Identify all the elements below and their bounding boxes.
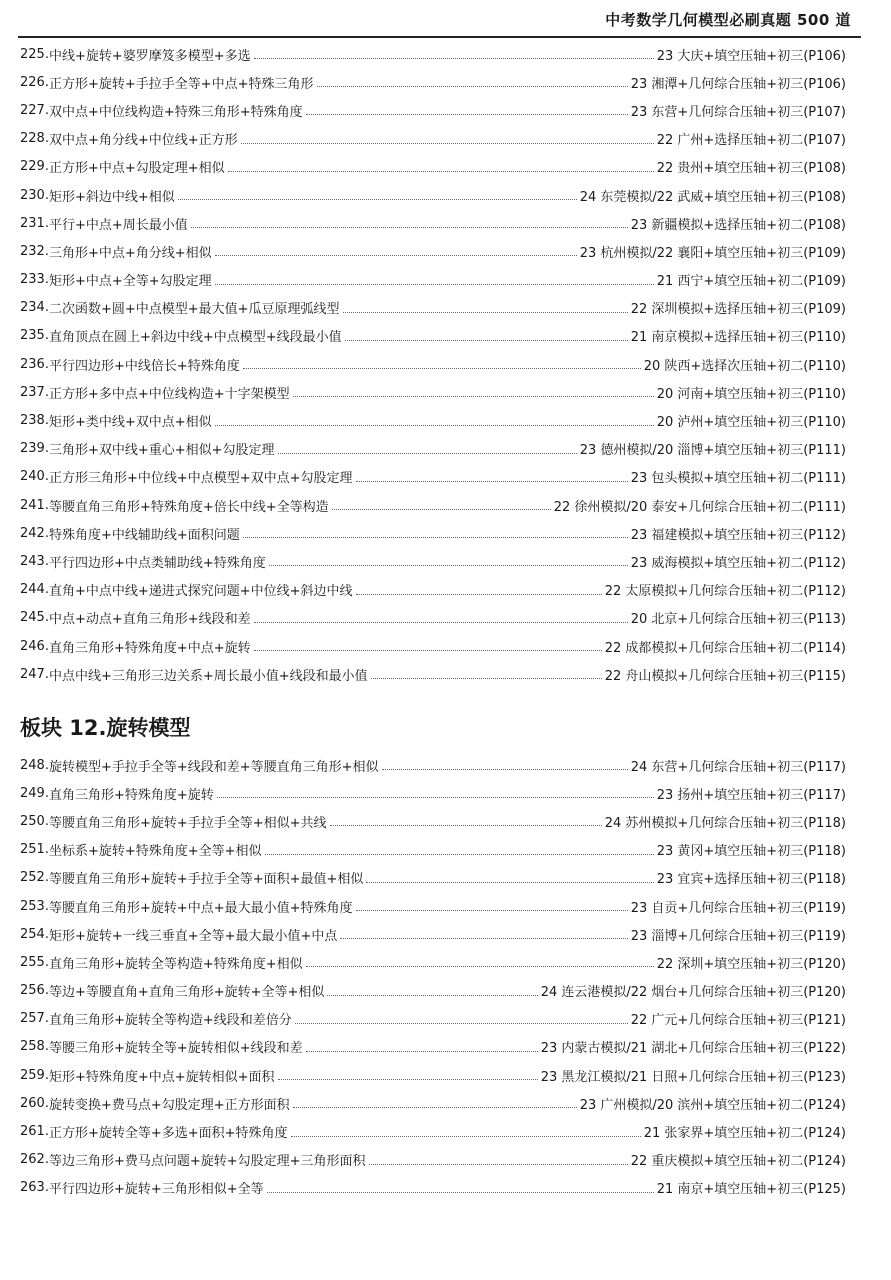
entry-number: 258. xyxy=(20,1039,49,1055)
entry-source: 23 广州模拟/20 滨州+填空压轴+初二(P124) xyxy=(579,1097,846,1113)
entry-topic: 直角三角形+特殊角度+旋转 xyxy=(48,787,214,803)
entry-number: 256. xyxy=(20,983,49,999)
entry-topic: 直角三角形+特殊角度+中点+旋转 xyxy=(48,640,251,656)
entry-topic: 矩形+中点+全等+勾股定理 xyxy=(48,274,212,290)
entry-topic: 平行四边形+中点类辅助线+特殊角度 xyxy=(48,555,266,571)
toc-entry xyxy=(20,660,846,688)
toc-entry xyxy=(20,237,846,265)
entry-source: 22 广元+几何综合压轴+初三(P121) xyxy=(630,1013,846,1029)
entry-source: 24 连云港模拟/22 烟台+几何综合压轴+初三(P120) xyxy=(540,985,846,1001)
entry-topic: 正方形+多中点+中位线构造+十字架模型 xyxy=(48,386,290,402)
entry-number: 233. xyxy=(20,272,49,288)
dot-leader xyxy=(254,621,628,623)
toc-entry xyxy=(20,1005,846,1033)
toc-entry xyxy=(20,807,846,835)
dot-leader xyxy=(265,853,654,855)
toc-entry xyxy=(20,1146,846,1174)
entry-source: 21 南京模拟+选择压轴+初三(P110) xyxy=(630,330,846,346)
entry-number: 248. xyxy=(20,757,49,773)
dot-leader xyxy=(366,881,653,883)
entry-topic: 直角+中点中线+递进式探究问题+中位线+斜边中线 xyxy=(48,584,353,600)
dot-leader xyxy=(295,1022,628,1024)
entry-source: 22 贵州+填空压轴+初三(P108) xyxy=(656,161,846,177)
entry-topic: 特殊角度+中线辅助线+面积问题 xyxy=(48,527,240,543)
entry-source: 24 东莞模拟/22 武威+填空压轴+初三(P108) xyxy=(579,189,846,205)
entry-number: 259. xyxy=(20,1067,49,1083)
toc-entry xyxy=(20,350,846,378)
entry-number: 227. xyxy=(20,102,49,118)
entry-source: 22 深圳+填空压轴+初三(P120) xyxy=(656,956,846,972)
toc-list-part1 xyxy=(20,40,846,688)
dot-leader xyxy=(343,311,628,313)
entry-topic: 双中点+角分线+中位线+正方形 xyxy=(48,133,238,149)
dot-leader xyxy=(369,1163,628,1165)
section-heading: 板块 12.旋转模型 xyxy=(20,716,191,740)
entry-topic: 等边+等腰直角+直角三角形+旋转+全等+相似 xyxy=(48,985,325,1001)
entry-number: 255. xyxy=(20,954,49,970)
entry-source: 24 东营+几何综合压轴+初三(P117) xyxy=(630,759,846,775)
dot-leader xyxy=(191,226,628,228)
toc-entry xyxy=(20,1174,846,1202)
entry-topic: 旋转模型+手拉手全等+线段和差+等腰直角三角形+相似 xyxy=(48,759,379,775)
entry-topic: 中点中线+三角形三边关系+周长最小值+线段和最小值 xyxy=(48,668,368,684)
dot-leader xyxy=(241,142,654,144)
entry-source: 22 徐州模拟/20 泰安+几何综合压轴+初二(P111) xyxy=(553,499,846,515)
dot-leader xyxy=(215,283,654,285)
entry-source: 22 舟山模拟+几何综合压轴+初三(P115) xyxy=(604,668,846,684)
entry-number: 237. xyxy=(20,384,49,400)
entry-topic: 正方形+旋转+手拉手全等+中点+特殊三角形 xyxy=(48,76,314,92)
entry-number: 230. xyxy=(20,187,49,203)
dot-leader xyxy=(306,1050,538,1052)
entry-source: 23 黄冈+填空压轴+初三(P118) xyxy=(656,844,846,860)
toc-entry xyxy=(20,209,846,237)
entry-number: 254. xyxy=(20,926,49,942)
entry-source: 22 深圳模拟+选择压轴+初三(P109) xyxy=(630,302,846,318)
entry-topic: 平行四边形+旋转+三角形相似+全等 xyxy=(48,1182,264,1198)
entry-number: 245. xyxy=(20,610,49,626)
entry-source: 20 河南+填空压轴+初三(P110) xyxy=(656,386,846,402)
dot-leader xyxy=(243,536,628,538)
toc-entry xyxy=(20,68,846,96)
toc-entry xyxy=(20,836,846,864)
entry-topic: 三角形+中点+角分线+相似 xyxy=(48,245,212,261)
entry-topic: 正方形+旋转全等+多选+面积+特殊角度 xyxy=(48,1126,288,1142)
dot-leader xyxy=(217,796,654,798)
entry-number: 246. xyxy=(20,638,49,654)
entry-number: 244. xyxy=(20,582,49,598)
toc-entry xyxy=(20,1117,846,1145)
entry-topic: 直角三角形+旋转全等构造+特殊角度+相似 xyxy=(48,956,303,972)
dot-leader xyxy=(269,564,628,566)
toc-entry xyxy=(20,181,846,209)
dot-leader xyxy=(243,367,641,369)
entry-topic: 直角三角形+旋转全等构造+线段和差倍分 xyxy=(48,1013,292,1029)
dot-leader xyxy=(178,198,577,200)
entry-number: 235. xyxy=(20,328,49,344)
toc-entry xyxy=(20,40,846,68)
entry-number: 249. xyxy=(20,785,49,801)
entry-number: 262. xyxy=(20,1152,49,1168)
toc-entry xyxy=(20,864,846,892)
entry-source: 23 黑龙江模拟/21 日照+几何综合压轴+初三(P123) xyxy=(540,1069,846,1085)
toc-entry xyxy=(20,1033,846,1061)
dot-leader xyxy=(330,824,602,826)
entry-source: 23 湘潭+几何综合压轴+初三(P106) xyxy=(630,76,846,92)
entry-topic: 矩形+特殊角度+中点+旋转相似+面积 xyxy=(48,1069,275,1085)
toc-entry xyxy=(20,406,846,434)
dot-leader xyxy=(306,113,628,115)
entry-number: 257. xyxy=(20,1011,49,1027)
entry-source: 22 广州+选择压轴+初二(P107) xyxy=(656,133,846,149)
entry-number: 253. xyxy=(20,898,49,914)
entry-number: 225. xyxy=(20,46,49,62)
entry-topic: 矩形+类中线+双中点+相似 xyxy=(48,415,212,431)
toc-entry xyxy=(20,463,846,491)
entry-source: 23 扬州+填空压轴+初三(P117) xyxy=(656,787,846,803)
entry-source: 22 太原模拟+几何综合压轴+初二(P112) xyxy=(604,584,846,600)
entry-source: 23 福建模拟+填空压轴+初三(P112) xyxy=(630,527,846,543)
toc-entry xyxy=(20,632,846,660)
dot-leader xyxy=(293,1106,577,1108)
entry-source: 22 成都模拟+几何综合压轴+初二(P114) xyxy=(604,640,846,656)
dot-leader xyxy=(371,677,602,679)
entry-source: 20 北京+几何综合压轴+初三(P113) xyxy=(630,612,846,628)
dot-leader xyxy=(215,424,654,426)
toc-entry xyxy=(20,751,846,779)
entry-source: 21 西宁+填空压轴+初二(P109) xyxy=(656,274,846,290)
entry-number: 239. xyxy=(20,441,49,457)
entry-source: 20 陕西+选择次压轴+初二(P110) xyxy=(643,358,846,374)
entry-topic: 双中点+中位线构造+特殊三角形+特殊角度 xyxy=(48,104,303,120)
entry-source: 21 张家界+填空压轴+初二(P124) xyxy=(643,1126,846,1142)
entry-source: 23 淄博+几何综合压轴+初三(P119) xyxy=(630,928,846,944)
toc-entry xyxy=(20,779,846,807)
entry-source: 20 泸州+填空压轴+初三(P110) xyxy=(656,415,846,431)
toc-entry xyxy=(20,519,846,547)
entry-number: 228. xyxy=(20,131,49,147)
entry-source: 23 大庆+填空压轴+初三(P106) xyxy=(656,48,846,64)
entry-source: 23 威海模拟+填空压轴+初二(P112) xyxy=(630,555,846,571)
entry-number: 241. xyxy=(20,497,49,513)
entry-topic: 等腰直角三角形+旋转+手拉手全等+面积+最值+相似 xyxy=(48,872,364,888)
toc-entry xyxy=(20,153,846,181)
toc-entry xyxy=(20,1089,846,1117)
entry-number: 226. xyxy=(20,74,49,90)
entry-topic: 平行+中点+周长最小值 xyxy=(48,217,188,233)
toc-entry xyxy=(20,322,846,350)
dot-leader xyxy=(254,649,602,651)
entry-source: 23 自贡+几何综合压轴+初三(P119) xyxy=(630,900,846,916)
entry-topic: 直角顶点在圆上+斜边中线+中点模型+线段最小值 xyxy=(48,330,342,346)
entry-number: 232. xyxy=(20,243,49,259)
dot-leader xyxy=(317,85,628,87)
entry-topic: 矩形+旋转+一线三垂直+全等+最大最小值+中点 xyxy=(48,928,338,944)
entry-topic: 中线+旋转+婆罗摩笈多模型+多选 xyxy=(48,48,251,64)
toc-list-part2 xyxy=(20,751,846,1202)
entry-source: 23 杭州模拟/22 襄阳+填空压轴+初三(P109) xyxy=(579,245,846,261)
entry-number: 247. xyxy=(20,666,49,682)
dot-leader xyxy=(327,994,537,996)
entry-number: 243. xyxy=(20,553,49,569)
dot-leader xyxy=(356,480,628,482)
dot-leader xyxy=(356,909,628,911)
entry-topic: 正方形+中点+勾股定理+相似 xyxy=(48,161,225,177)
entry-topic: 坐标系+旋转+特殊角度+全等+相似 xyxy=(48,844,262,860)
dot-leader xyxy=(228,170,654,172)
toc-entry xyxy=(20,266,846,294)
toc-entry xyxy=(20,96,846,124)
entry-number: 252. xyxy=(20,870,49,886)
entry-source: 21 南京+填空压轴+初三(P125) xyxy=(656,1182,846,1198)
entry-topic: 等腰直角三角形+旋转+手拉手全等+相似+共线 xyxy=(48,815,327,831)
entry-number: 260. xyxy=(20,1095,49,1111)
entry-topic: 平行四边形+中线倍长+特殊角度 xyxy=(48,358,240,374)
dot-leader xyxy=(278,1078,538,1080)
dot-leader xyxy=(267,1191,654,1193)
toc-entry xyxy=(20,948,846,976)
entry-number: 242. xyxy=(20,525,49,541)
entry-topic: 正方形三角形+中位线+中点模型+双中点+勾股定理 xyxy=(48,471,353,487)
toc-entry xyxy=(20,547,846,575)
entry-number: 261. xyxy=(20,1124,49,1140)
toc-entry xyxy=(20,125,846,153)
entry-source: 23 宜宾+选择压轴+初三(P118) xyxy=(656,872,846,888)
entry-source: 23 内蒙古模拟/21 湖北+几何综合压轴+初三(P122) xyxy=(540,1041,846,1057)
header-divider xyxy=(18,36,861,38)
toc-entry xyxy=(20,1061,846,1089)
entry-source: 23 德州模拟/20 淄博+填空压轴+初三(P111) xyxy=(579,443,846,459)
toc-entry xyxy=(20,920,846,948)
toc-entry xyxy=(20,604,846,632)
entry-topic: 旋转变换+费马点+勾股定理+正方形面积 xyxy=(48,1097,290,1113)
dot-leader xyxy=(332,508,551,510)
entry-topic: 等腰直角三角形+特殊角度+倍长中线+全等构造 xyxy=(48,499,329,515)
page-header xyxy=(0,0,891,38)
toc-entry xyxy=(20,977,846,1005)
entry-topic: 等边三角形+费马点问题+旋转+勾股定理+三角形面积 xyxy=(48,1154,366,1170)
entry-source: 22 重庆模拟+填空压轴+初二(P124) xyxy=(630,1154,846,1170)
entry-number: 236. xyxy=(20,356,49,372)
toc-entry xyxy=(20,892,846,920)
entry-number: 234. xyxy=(20,300,49,316)
dot-leader xyxy=(293,395,654,397)
entry-topic: 等腰三角形+旋转全等+旋转相似+线段和差 xyxy=(48,1041,303,1057)
entry-number: 250. xyxy=(20,813,49,829)
entry-source: 23 东营+几何综合压轴+初三(P107) xyxy=(630,104,846,120)
toc-entry xyxy=(20,491,846,519)
toc-entry xyxy=(20,294,846,322)
entry-number: 231. xyxy=(20,215,49,231)
entry-number: 263. xyxy=(20,1180,49,1196)
dot-leader xyxy=(306,965,654,967)
dot-leader xyxy=(254,57,654,59)
dot-leader xyxy=(345,339,628,341)
entry-source: 23 新疆模拟+选择压轴+初二(P108) xyxy=(630,217,846,233)
entry-topic: 矩形+斜边中线+相似 xyxy=(48,189,175,205)
toc-entry xyxy=(20,435,846,463)
entry-number: 240. xyxy=(20,469,49,485)
dot-leader xyxy=(356,593,602,595)
entry-source: 24 苏州模拟+几何综合压轴+初三(P118) xyxy=(604,815,846,831)
dot-leader xyxy=(215,254,577,256)
toc-entry xyxy=(20,576,846,604)
entry-number: 238. xyxy=(20,413,49,429)
entry-source: 23 包头模拟+填空压轴+初二(P111) xyxy=(630,471,846,487)
toc-entry xyxy=(20,378,846,406)
dot-leader xyxy=(291,1135,641,1137)
entry-topic: 三角形+双中线+重心+相似+勾股定理 xyxy=(48,443,275,459)
entry-number: 229. xyxy=(20,159,49,175)
dot-leader xyxy=(382,768,628,770)
book-title: 中考数学几何模型必刷真题 500 道 xyxy=(605,11,851,29)
dot-leader xyxy=(340,937,627,939)
dot-leader xyxy=(278,452,577,454)
entry-topic: 等腰直角三角形+旋转+中点+最大最小值+特殊角度 xyxy=(48,900,353,916)
entry-topic: 二次函数+圆+中点模型+最大值+瓜豆原理弧线型 xyxy=(48,302,340,318)
entry-number: 251. xyxy=(20,842,49,858)
entry-topic: 中点+动点+直角三角形+线段和差 xyxy=(48,612,251,628)
